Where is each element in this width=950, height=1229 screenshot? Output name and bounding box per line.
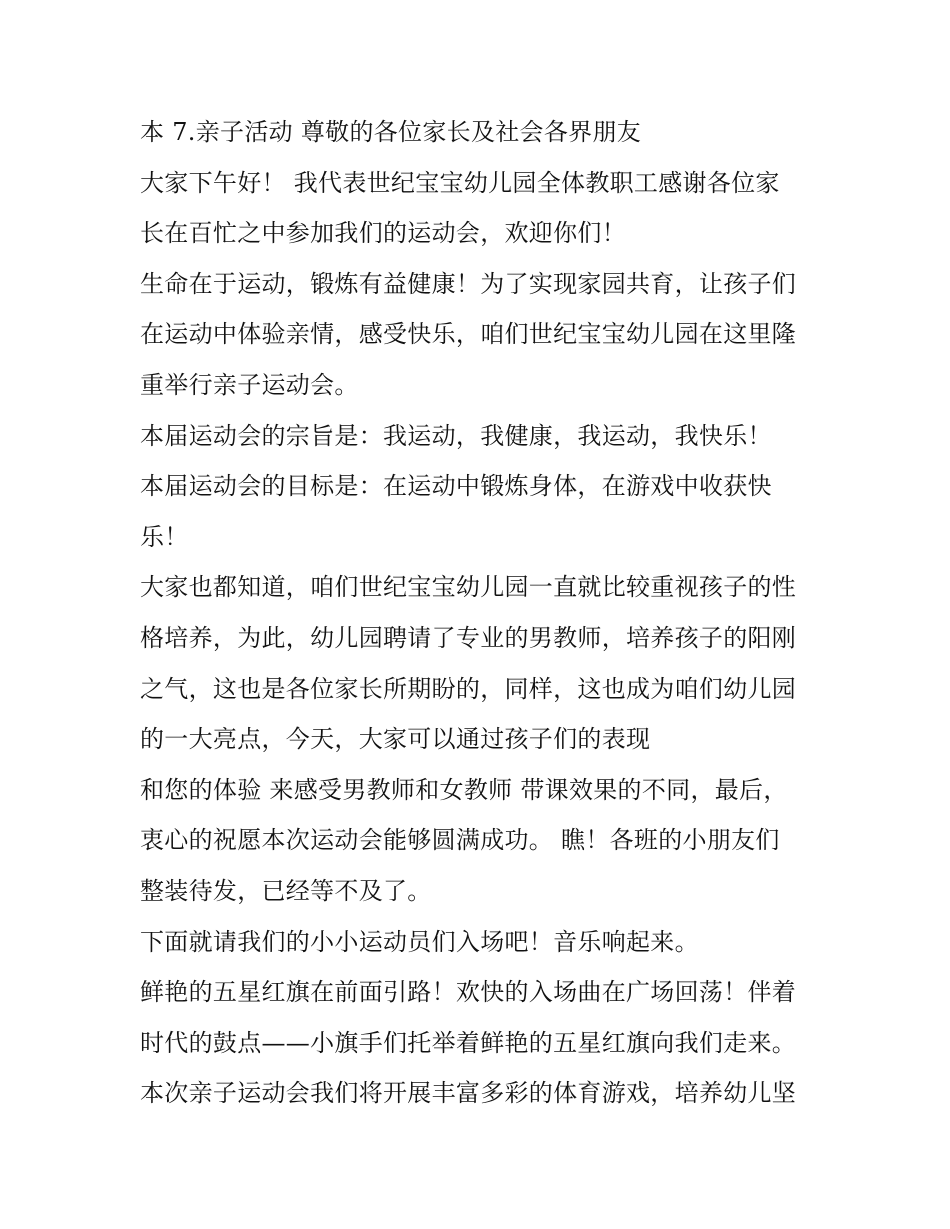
text-line: 重举行亲子运动会。 bbox=[140, 370, 359, 399]
document-body bbox=[140, 107, 820, 1119]
text-line: 和您的体验 来感受男教师和女教师 带课效果的不同，最后， bbox=[140, 775, 788, 804]
text-line: 本届运动会的目标是：在运动中锻炼身体，在游戏中收获快 bbox=[140, 472, 772, 501]
text-line: 鲜艳的五星红旗在前面引路！欢快的入场曲在广场回荡！伴着 bbox=[140, 978, 797, 1007]
text-line: 下面就请我们的小小运动员们入场吧！音乐响起来。 bbox=[140, 927, 699, 956]
text-line: 长在百忙之中参加我们的运动会，欢迎你们！ bbox=[140, 219, 626, 248]
text-line: 本次亲子运动会我们将开展丰富多彩的体育游戏，培养幼儿坚 bbox=[140, 1079, 797, 1108]
text-line: 大家下午好！ 我代表世纪宝宝幼儿园全体教职工感谢各位家 bbox=[140, 168, 780, 197]
text-line: 格培养，为此，幼儿园聘请了专业的男教师，培养孩子的阳刚 bbox=[140, 623, 797, 652]
text-line: 乐！ bbox=[140, 522, 189, 551]
text-line: 本届运动会的宗旨是：我运动，我健康，我运动，我快乐！ bbox=[140, 421, 772, 450]
text-line: 的一大亮点，今天，大家可以通过孩子们的表现 bbox=[140, 725, 651, 754]
text-line: 整装待发，已经等不及了。 bbox=[140, 876, 432, 905]
text-line: 之气，这也是各位家长所期盼的，同样，这也成为咱们幼儿园 bbox=[140, 674, 797, 703]
text-line: 本 7.亲子活动 尊敬的各位家长及社会各界朋友 bbox=[140, 118, 642, 146]
text-line: 时代的鼓点——小旗手们托举着鲜艳的五星红旗向我们走来。 bbox=[140, 1028, 797, 1057]
text-line: 生命在于运动，锻炼有益健康！为了实现家园共育，让孩子们 bbox=[140, 269, 797, 298]
text-line: 在运动中体验亲情，感受快乐，咱们世纪宝宝幼儿园在这里隆 bbox=[140, 320, 797, 349]
text-line: 衷心的祝愿本次运动会能够圆满成功。 瞧！各班的小朋友们 bbox=[140, 826, 780, 855]
text-line: 大家也都知道，咱们世纪宝宝幼儿园一直就比较重视孩子的性 bbox=[140, 573, 797, 602]
